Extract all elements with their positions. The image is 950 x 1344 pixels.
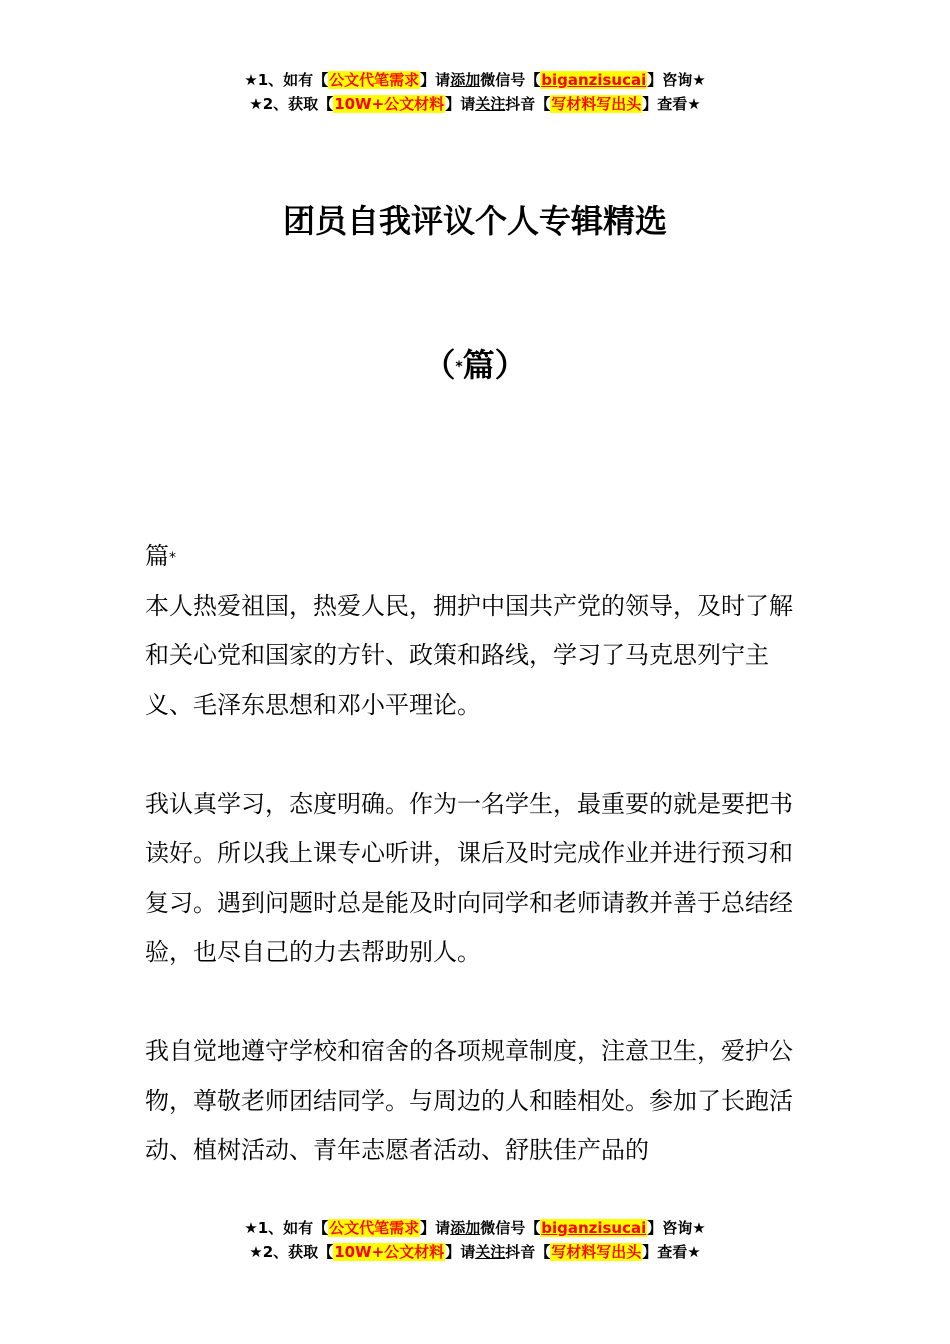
promo-banner-bottom [0,1216,950,1264]
paragraph: 本人热爱祖国，热爱人民，拥护中国共产党的领导，及时了解和关心党和国家的方针、政策和路线，学习了马克思列宁主义、毛泽东思想和邓小平理论。 [145,591,793,719]
promo-highlight: 公文代笔需求 [329,1219,420,1237]
document-body [145,532,810,1176]
paragraph: 我自觉地遵守学校和宿舍的各项规章制度，注意卫生，爱护公物，尊敬老师团结同学。与周边的人和睦相处。参加了长跑活动、植树活动、青年志愿者活动、舒肤佳产品的 [145,1037,793,1164]
promo-text: ★2、获取【 [249,95,334,113]
document-subtitle [0,340,950,390]
promo-text: 】请 [420,1219,451,1237]
promo-text: 】咨询★ [647,1219,706,1237]
promo-banner-top [0,68,950,116]
promo-text: ★1、如有【 [244,71,329,89]
promo-text: 】请 [445,1243,476,1261]
promo-highlight: 10W+公文材料 [334,1243,445,1261]
subtitle-close: 篇） [462,346,527,384]
promo-text: 抖音【 [505,1243,551,1261]
promo-text: 】查看★ [642,1243,701,1261]
promo-emphasis: 添加 [450,71,481,89]
promo-text: ★2、获取【 [249,1243,334,1261]
promo-emphasis: 添加 [450,1219,481,1237]
promo-line-1 [0,1216,950,1240]
promo-text: ★1、如有【 [244,1219,329,1237]
subtitle-mark: * [455,359,463,375]
section-label [145,532,810,582]
promo-text: 】请 [420,71,451,89]
douyin-account: 写材料写出头 [551,95,642,113]
section-mark: * [169,550,176,566]
paragraph: 我认真学习，态度明确。作为一名学生，最重要的就是要把书读好。所以我上课专心听讲，课后及时完成作业并进行预习和复习。遇到问题时总是能及时向同学和老师请教并善于总结经验，也尽自己的力去帮助别人。 [145,789,793,966]
promo-text: 】咨询★ [647,71,706,89]
promo-highlight: 公文代笔需求 [329,71,420,89]
promo-text: 微信号【 [480,71,541,89]
wechat-id: biganzisucai [541,71,647,89]
promo-text: 】查看★ [642,95,701,113]
promo-text: 抖音【 [505,95,551,113]
promo-text: 】请 [445,95,476,113]
promo-emphasis: 关注 [475,95,506,113]
promo-line-2 [0,1240,950,1264]
douyin-account: 写材料写出头 [551,1243,642,1261]
section-label-text: 篇 [145,542,169,570]
promo-emphasis: 关注 [475,1243,506,1261]
wechat-id: biganzisucai [541,1219,647,1237]
promo-highlight: 10W+公文材料 [334,95,445,113]
subtitle-open: （ [423,346,456,384]
document-title: 团员自我评议个人专辑精选 [282,202,667,240]
promo-line-2 [0,92,950,116]
promo-text: 微信号【 [480,1219,541,1237]
promo-line-1 [0,68,950,92]
